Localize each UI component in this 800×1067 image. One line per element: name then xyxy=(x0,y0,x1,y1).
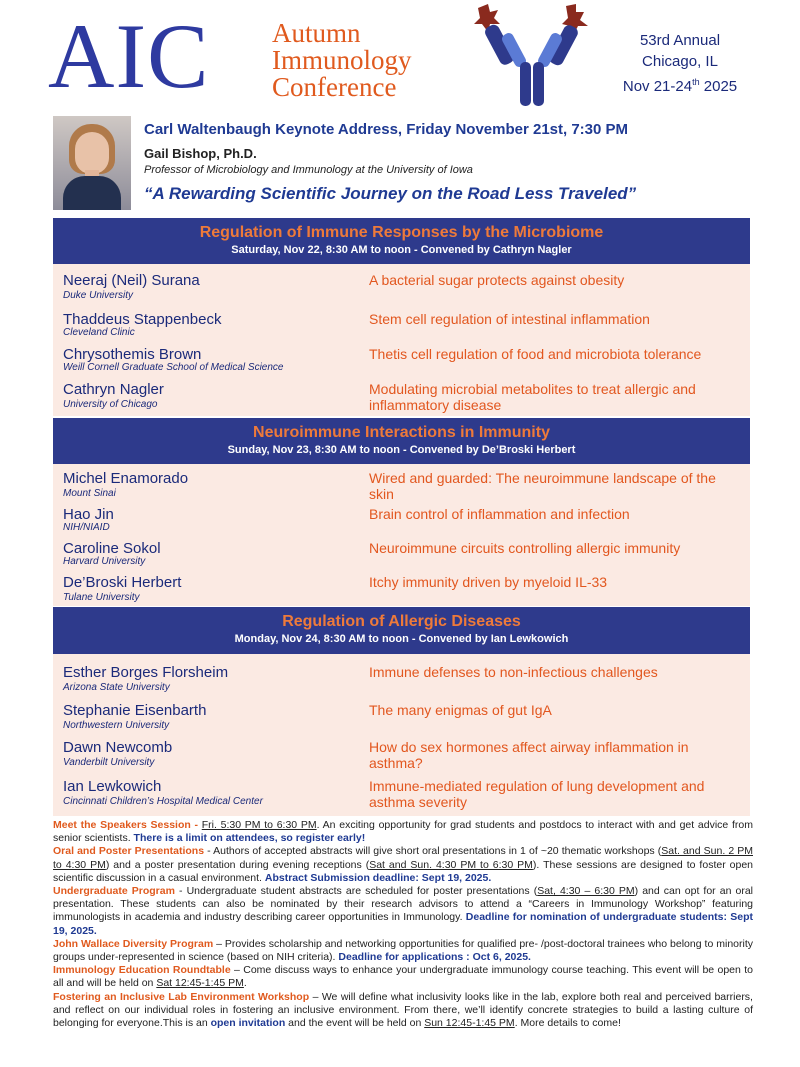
oral-poster-text: ) and a poster presentation during evening receptions ( xyxy=(105,858,370,871)
talk-topic: The many enigmas of gut IgA xyxy=(369,702,552,718)
talk-topic: Itchy immunity driven by myeloid IL-33 xyxy=(369,574,608,590)
logo-letters: AIC xyxy=(48,5,210,107)
inclusive-invitation: open invitation xyxy=(210,1017,286,1030)
talk-topic: Immune-mediated regulation of lung development and asthma severity xyxy=(369,778,705,810)
talk-topic: Neuroimmune circuits controlling allergic immunity xyxy=(369,540,681,556)
talk-topic: A bacterial sugar protects against obesity xyxy=(369,272,625,288)
talk-speaker: Neeraj (Neil) Surana xyxy=(63,272,200,289)
talk-institution: Arizona State University xyxy=(63,682,170,693)
dates-prefix: Nov 21-24 xyxy=(622,78,693,95)
talk-institution: University of Chicago xyxy=(63,399,158,410)
talk-topic: Immune defenses to non-infectious challenges xyxy=(369,664,658,680)
speaker-photo xyxy=(53,116,131,210)
oral-poster-paragraph xyxy=(53,845,753,885)
session-talks xyxy=(53,264,750,416)
logo-line-2: Immunology xyxy=(272,45,412,75)
education-time: Sat 12:45-1:45 PM xyxy=(156,977,244,990)
inclusive-time: Sun 12:45-1:45 PM xyxy=(424,1017,515,1030)
talk-topic: Thetis cell regulation of food and microbiota tolerance xyxy=(369,346,702,362)
logo-wordmark xyxy=(272,20,412,101)
oral-poster-text: - Authors of accepted abstracts will give short oral presentations in 1 of ~20 thematic workshops ( xyxy=(204,845,662,858)
meet-speakers-label: Meet the Speakers Session xyxy=(53,819,191,831)
conference-dates xyxy=(600,72,760,97)
talk-speaker: Cathryn Nagler xyxy=(63,381,164,398)
meet-speakers-dash: - xyxy=(190,819,202,831)
keynote-talk-title: “A Rewarding Scientific Journey on the Road Less Traveled” xyxy=(144,184,637,203)
oral-workshop-time: Sat. and Sun. 2 PM to 4:30 PM xyxy=(53,845,753,871)
talk-speaker: Stephanie Eisenbarth xyxy=(63,702,207,719)
education-label: Immunology Education Roundtable xyxy=(53,964,231,977)
talk-speaker: De’Broski Herbert xyxy=(63,574,182,591)
edition-label: 53rd Annual xyxy=(639,32,721,49)
talk-institution: Cincinnati Children’s Hospital Medical Center xyxy=(63,796,263,807)
talk-institution: NIH/NIAID xyxy=(63,522,110,533)
keynote-title: Carl Waltenbaugh Keynote Address, Friday November 21st, 7:30 PM xyxy=(144,121,629,138)
diversity-label: John Wallace Diversity Program xyxy=(53,937,214,950)
talk-speaker: Dawn Newcomb xyxy=(63,739,173,756)
session-talks xyxy=(53,464,750,606)
talk-speaker: Caroline Sokol xyxy=(63,540,161,557)
inclusive-end: . More details to come! xyxy=(514,1017,621,1030)
talk-speaker: Michel Enamorado xyxy=(63,470,189,487)
undergrad-poster-time: Sat, 4:30 – 6:30 PM xyxy=(537,885,635,898)
talk-institution: Weill Cornell Graduate School of Medical Science xyxy=(63,362,284,373)
talk-institution: Harvard University xyxy=(63,556,146,567)
program-info xyxy=(53,819,753,1030)
talk-topic: Brain control of inflammation and infection xyxy=(369,506,630,522)
talk-speaker: Chrysothemis Brown xyxy=(63,346,202,363)
talk-topic: Stem cell regulation of intestinal inflammation xyxy=(369,311,650,327)
meet-speakers-paragraph xyxy=(53,819,753,845)
education-text: – Come discuss ways to enhance your undergraduate immunology course teaching. This event will be open to all and will be held on xyxy=(53,964,753,990)
talk-topic: Modulating microbial metabolites to treat allergic and inflammatory disease xyxy=(369,381,696,413)
inclusive-text: – We will define what inclusivity looks like in the lab, explore both real and perceived barriers, and reflect on our individual roles in fostering an inclusive environment. From there, we’ll identify concrete strategies to build a lasting culture of belonging for everyone.This is an xyxy=(53,990,753,1030)
talk-institution: Duke University xyxy=(63,290,134,301)
antibody-logo-icon xyxy=(472,2,592,110)
undergrad-label: Undergraduate Program xyxy=(53,885,175,898)
logo-line-1: Autumn xyxy=(272,18,361,48)
session-title: Neuroimmune Interactions in Immunity xyxy=(253,424,550,441)
talk-speaker: Ian Lewkowich xyxy=(63,778,162,795)
talk-institution: Cleveland Clinic xyxy=(63,327,135,338)
abstract-deadline: Abstract Submission deadline: Sept 19, 2025. xyxy=(264,871,492,884)
inclusive-paragraph xyxy=(53,991,753,1031)
education-end: . xyxy=(243,977,247,990)
diversity-paragraph xyxy=(53,938,753,964)
session-title: Regulation of Immune Responses by the Microbiome xyxy=(199,224,604,241)
education-paragraph xyxy=(53,964,753,990)
poster-reception-time: Sat and Sun. 4:30 PM to 6:30 PM xyxy=(369,858,533,871)
header xyxy=(0,0,800,112)
session-subtitle: Monday, Nov 24, 8:30 AM to noon - Convened by Ian Lewkowich xyxy=(234,633,569,645)
diversity-deadline: Deadline for applications : Oct 6, 2025. xyxy=(338,951,531,964)
oral-poster-label: Oral and Poster Presentations xyxy=(53,845,205,858)
talk-institution: Northwestern University xyxy=(63,720,170,731)
talk-institution: Tulane University xyxy=(63,592,140,603)
conference-city: Chicago, IL xyxy=(642,53,718,70)
session-header xyxy=(53,218,750,264)
session-title: Regulation of Allergic Diseases xyxy=(282,613,521,630)
talk-institution: Mount Sinai xyxy=(63,488,116,499)
inclusive-text: and the event will be held on xyxy=(285,1017,425,1030)
undergrad-deadline: Deadline for nomination of undergraduate students: Sept 19, 2025. xyxy=(53,911,754,937)
oral-poster-text: ). These sessions are designed to foster open scientific discussion in a casual environment. xyxy=(53,858,754,884)
session-subtitle: Sunday, Nov 23, 8:30 AM to noon - Convened by De’Broski Herbert xyxy=(227,444,576,456)
meet-speakers-time: Fri. 5:30 PM to 6:30 PM xyxy=(201,819,317,831)
talk-institution: Vanderbilt University xyxy=(63,757,155,768)
talk-topic: How do sex hormones affect airway inflammation in asthma? xyxy=(369,739,689,771)
keynote-affiliation: Professor of Microbiology and Immunology at the University of Iowa xyxy=(144,164,473,176)
dates-year: 2025 xyxy=(699,78,738,95)
session-talks xyxy=(53,654,750,816)
undergrad-text: - Undergraduate student abstracts are scheduled for poster presentations ( xyxy=(174,885,538,898)
inclusive-label: Fostering an Inclusive Lab Environment Workshop xyxy=(53,990,310,1003)
logo-line-3: Conference xyxy=(272,72,397,102)
dates-sup: th xyxy=(692,77,700,87)
diversity-text: – Provides scholarship and networking opportunities for qualified pre- /post-doctoral trainees who belong to minority groups under-represented in science (based on NIH criteria). xyxy=(53,937,753,964)
conference-edition xyxy=(600,30,760,97)
undergrad-text: ) and can opt for an oral presentation. These students can also be nominated by their research advisors to attend a “Careers in Immunology Workshop” featuring immunologists in academia and industry describing career opportunities in Immunology. xyxy=(53,885,754,924)
talk-speaker: Esther Borges Florsheim xyxy=(63,664,229,681)
meet-speakers-text: . An exciting opportunity for grad students and postdocs to interact with and get advice from senior scientists. xyxy=(53,819,753,845)
meet-speakers-note: There is a limit on attendees, so register early! xyxy=(133,832,366,845)
keynote-speaker: Gail Bishop, Ph.D. xyxy=(144,146,257,161)
session-header xyxy=(53,607,750,654)
undergrad-paragraph xyxy=(53,885,753,938)
talk-speaker: Hao Jin xyxy=(63,506,114,523)
session-subtitle: Saturday, Nov 22, 8:30 AM to noon - Convened by Cathryn Nagler xyxy=(231,244,572,256)
talk-speaker: Thaddeus Stappenbeck xyxy=(63,311,222,328)
talk-topic: Wired and guarded: The neuroimmune landscape of the skin xyxy=(369,470,716,502)
session-header xyxy=(53,418,750,464)
